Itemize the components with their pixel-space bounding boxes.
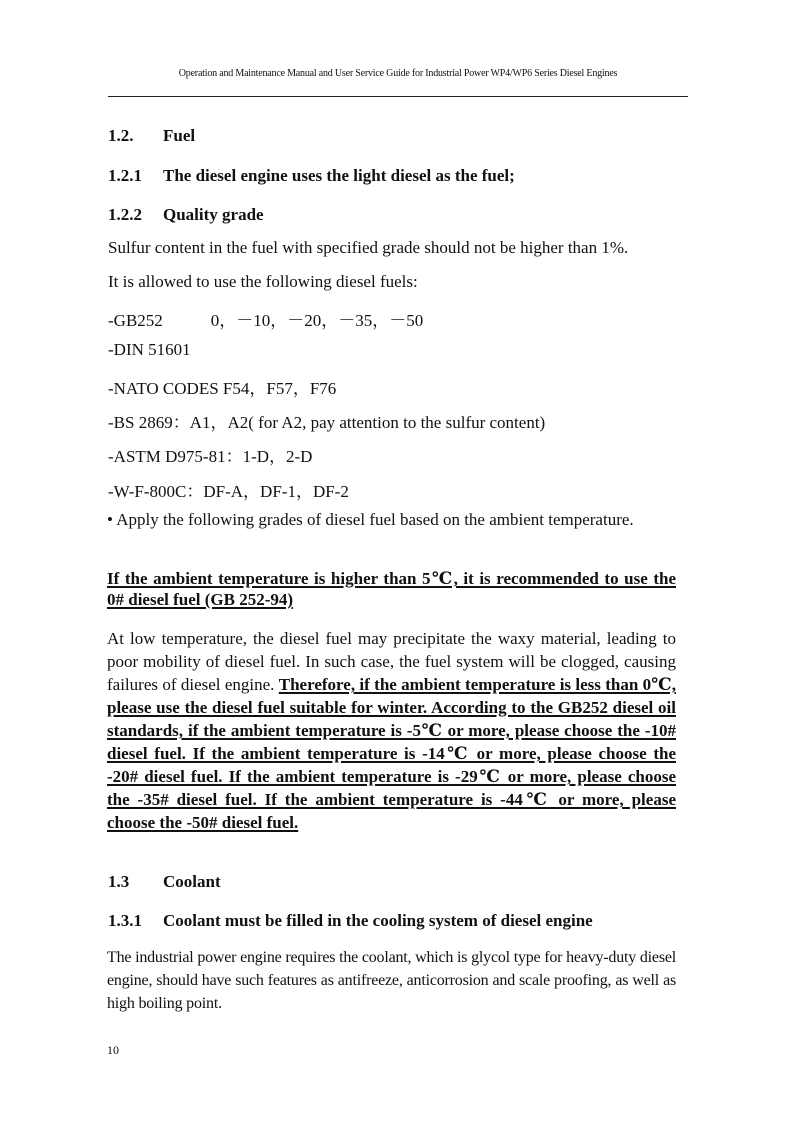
heading-1-3 [108,872,221,892]
low-temperature-paragraph [107,627,676,834]
fuel-standard-label: -GB252 [108,311,163,330]
heading-title: Fuel [163,126,196,145]
fuel-item-bs: -BS 2869：A1，A2( for A2, pay attention to the sulfur content) [108,413,546,432]
low-temp-explanation: At low temperature, the diesel fuel may precipitate the waxy material, leading to poor mobility of diesel fuel. In such case, the fuel system will be clogged, causing failures of diesel engine. [107,629,676,694]
heading-1-2 [108,126,195,146]
heading-number: 1.3.1 [108,911,142,930]
heading-number: 1.2. [108,126,134,145]
sulfur-content-text: Sulfur content in the fuel with specified grade should not be higher than 1%. [108,238,629,257]
running-header: Operation and Maintenance Manual and User Service Guide for Industrial Power WP4/WP6 Series Diesel Engines [178,68,618,79]
fuel-item-astm: -ASTM D975-81：1-D，2-D [108,447,313,466]
fuel-item-din: -DIN 51601 [108,340,191,359]
heading-title: Coolant must be filled in the cooling system of diesel engine [163,911,593,930]
heading-title: The diesel engine uses the light diesel as the fuel; [163,166,515,185]
bullet-paragraph: • Apply the following grades of diesel fuel based on the ambient temperature. [107,510,634,529]
fuel-item-gb252 [108,306,423,331]
heading-number: 1.3 [108,872,130,891]
coolant-paragraph: The industrial power engine requires the coolant, which is glycol type for heavy-duty diesel engine, should have such features as antifreeze, anticorrosion and scale proofing, as well as high boiling point. [107,949,676,1012]
fuel-item-wf: -W-F-800C：DF-A，DF-1，DF-2 [108,482,349,501]
page-number: 10 [107,1043,119,1057]
heading-number: 1.2.1 [108,166,142,185]
low-temp-fuel-guidance: Therefore, if the ambient temperature is less than 0℃, please use the diesel fuel suitable for winter. According to the GB252 diesel oil standards, if the ambient temperature is -5℃ or more, please choose the -10# diesel fuel. If the ambient temperature is -14℃ or more, please choose the -20# diesel fuel. If the ambient temperature is -29℃ or more, please choose the -35# diesel fuel. If the ambient temperature is -44℃ or more, please choose the -50# diesel fuel. [107,675,676,832]
fuel-item-nato: -NATO CODES F54，F57，F76 [108,379,337,398]
heading-1-2-2 [108,205,264,225]
heading-number: 1.2.2 [108,205,142,224]
heading-title: Coolant [163,872,221,891]
recommendation-note: If the ambient temperature is higher than 5℃, it is recommended to use the 0# diesel fuel (GB 252-94) [107,569,676,609]
heading-1-3-1 [108,911,593,931]
heading-title: Quality grade [163,205,264,224]
header-divider [108,96,688,97]
heading-1-2-1 [108,166,515,186]
allowed-fuels-text: It is allowed to use the following diesel fuels: [108,272,418,291]
fuel-grade-codes: 0，－10，－20，－35，－50 [210,311,424,330]
